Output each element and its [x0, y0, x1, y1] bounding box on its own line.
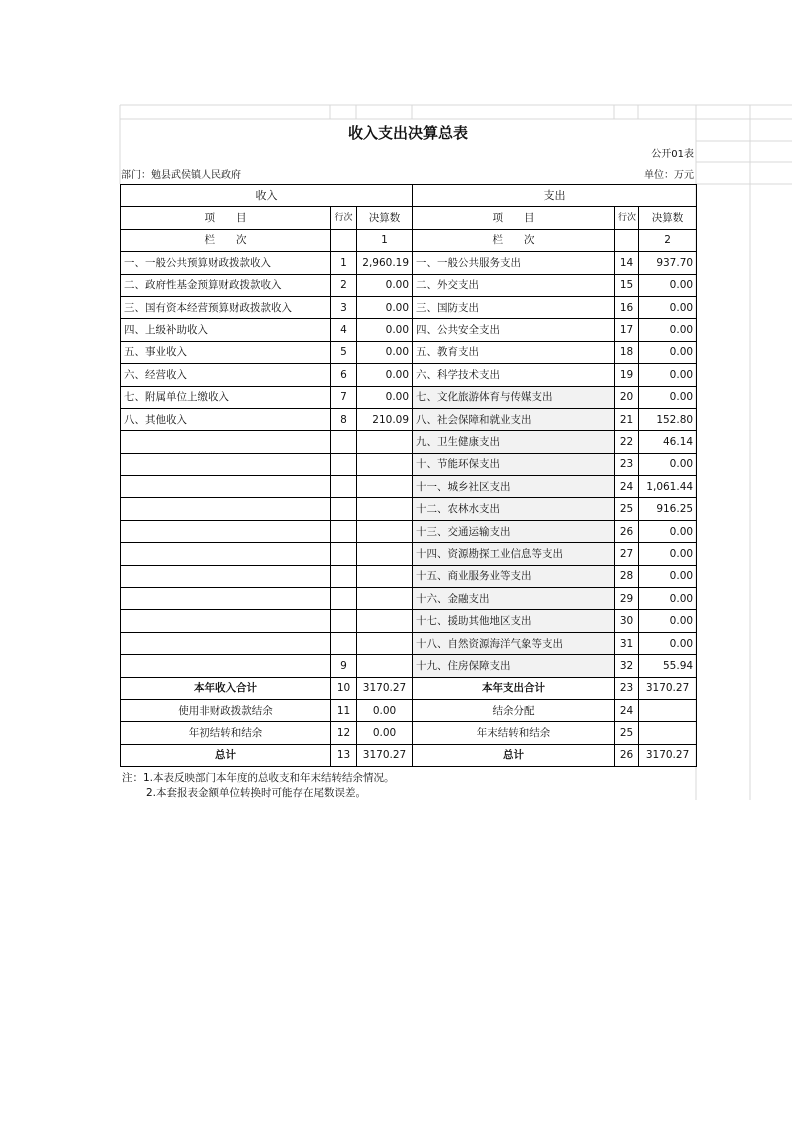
income-expense-table	[120, 184, 697, 767]
expense-amount-cell: 55.94	[639, 655, 697, 677]
income-row-no-header: 行次	[331, 207, 357, 229]
expense-item-cell: 十五、商业服务业等支出	[413, 565, 615, 587]
expense-total-row-no: 26	[615, 744, 639, 766]
income-row-no-cell: 2	[331, 274, 357, 296]
income-row-no-cell: 3	[331, 296, 357, 318]
income-amount-cell	[357, 498, 413, 520]
department-label: 部门：勉县武侯镇人民政府	[121, 170, 241, 181]
expense-total-amount: 3170.27	[639, 677, 697, 699]
income-row-no-cell	[331, 565, 357, 587]
income-item-cell: 三、国有资本经营预算财政拨款收入	[121, 296, 331, 318]
income-row-no-cell	[331, 610, 357, 632]
expense-amount-cell: 0.00	[639, 520, 697, 542]
total-row	[121, 677, 697, 699]
expense-row-no-cell: 29	[615, 588, 639, 610]
income-amount-cell: 0.00	[357, 274, 413, 296]
expense-item-cell: 一、一般公共服务支出	[413, 252, 615, 274]
expense-amount-cell: 1,061.44	[639, 476, 697, 498]
income-item-cell	[121, 453, 331, 475]
expense-amount-cell: 0.00	[639, 565, 697, 587]
total-row	[121, 699, 697, 721]
table-row	[121, 610, 697, 632]
form-code: 公开01表	[651, 149, 694, 160]
expense-item-header: 项 目	[413, 207, 615, 229]
expense-item-cell: 十八、自然资源海洋气象等支出	[413, 632, 615, 654]
expense-row-no-cell: 19	[615, 364, 639, 386]
expense-row-no-cell: 25	[615, 498, 639, 520]
income-item-cell: 七、附属单位上缴收入	[121, 386, 331, 408]
income-row-no-cell	[331, 431, 357, 453]
expense-row-no-cell: 20	[615, 386, 639, 408]
income-total-amount: 3170.27	[357, 677, 413, 699]
expense-total-row-no: 25	[615, 722, 639, 744]
expense-amount-cell: 0.00	[639, 588, 697, 610]
expense-item-cell: 十、节能环保支出	[413, 453, 615, 475]
expense-item-cell: 五、教育支出	[413, 341, 615, 363]
expense-total-amount	[639, 722, 697, 744]
income-amount-cell: 0.00	[357, 341, 413, 363]
table-row	[121, 543, 697, 565]
income-item-cell: 一、一般公共预算财政拨款收入	[121, 252, 331, 274]
expense-amount-cell: 937.70	[639, 252, 697, 274]
expense-amount-header: 决算数	[639, 207, 697, 229]
expense-item-cell: 十一、城乡社区支出	[413, 476, 615, 498]
income-item-cell	[121, 588, 331, 610]
table-notes	[122, 771, 395, 801]
table-row	[121, 565, 697, 587]
income-row-no-cell	[331, 588, 357, 610]
income-item-cell	[121, 610, 331, 632]
income-row-no-cell	[331, 453, 357, 475]
income-item-header: 项 目	[121, 207, 331, 229]
table-row	[121, 632, 697, 654]
total-row	[121, 722, 697, 744]
expense-row-no-cell: 24	[615, 476, 639, 498]
income-item-cell	[121, 632, 331, 654]
expense-total-label: 总计	[413, 744, 615, 766]
expense-amount-cell: 0.00	[639, 543, 697, 565]
expense-item-cell: 十四、资源勘探工业信息等支出	[413, 543, 615, 565]
income-amount-cell	[357, 565, 413, 587]
expense-row-no-cell: 26	[615, 520, 639, 542]
income-item-cell: 四、上级补助收入	[121, 319, 331, 341]
table-row	[121, 588, 697, 610]
income-amount-cell	[357, 476, 413, 498]
income-amount-header: 决算数	[357, 207, 413, 229]
expense-item-cell: 十七、援助其他地区支出	[413, 610, 615, 632]
income-item-cell: 二、政府性基金预算财政拨款收入	[121, 274, 331, 296]
expense-amount-cell: 0.00	[639, 319, 697, 341]
expense-column-label: 栏 次	[413, 229, 615, 251]
expense-row-no-cell: 32	[615, 655, 639, 677]
total-row	[121, 744, 697, 766]
table-row	[121, 364, 697, 386]
expense-amount-cell: 0.00	[639, 632, 697, 654]
income-row-no-cell	[331, 498, 357, 520]
table-row	[121, 296, 697, 318]
expense-item-cell: 四、公共安全支出	[413, 319, 615, 341]
table-row	[121, 431, 697, 453]
income-row-no-cell: 1	[331, 252, 357, 274]
income-row-no-cell: 7	[331, 386, 357, 408]
expense-row-no-cell: 23	[615, 453, 639, 475]
expense-amount-cell: 0.00	[639, 386, 697, 408]
income-total-amount: 0.00	[357, 699, 413, 721]
income-amount-cell	[357, 431, 413, 453]
income-row-no-cell: 4	[331, 319, 357, 341]
expense-total-label: 年末结转和结余	[413, 722, 615, 744]
income-amount-cell: 0.00	[357, 319, 413, 341]
table-row	[121, 252, 697, 274]
income-item-cell	[121, 655, 331, 677]
income-amount-cell	[357, 543, 413, 565]
expense-column-blank	[615, 229, 639, 251]
income-item-cell: 八、其他收入	[121, 408, 331, 430]
expense-total-label: 本年支出合计	[413, 677, 615, 699]
income-section-header: 收入	[121, 185, 413, 207]
income-item-cell: 六、经营收入	[121, 364, 331, 386]
income-amount-cell: 2,960.19	[357, 252, 413, 274]
income-item-cell	[121, 431, 331, 453]
expense-amount-cell: 0.00	[639, 341, 697, 363]
expense-row-no-cell: 16	[615, 296, 639, 318]
income-total-row-no: 11	[331, 699, 357, 721]
income-row-no-cell: 8	[331, 408, 357, 430]
expense-row-no-header: 行次	[615, 207, 639, 229]
expense-item-cell: 七、文化旅游体育与传媒支出	[413, 386, 615, 408]
expense-amount-cell: 0.00	[639, 610, 697, 632]
income-total-row-no: 10	[331, 677, 357, 699]
expense-row-no-cell: 31	[615, 632, 639, 654]
expense-total-label: 结余分配	[413, 699, 615, 721]
expense-item-cell: 二、外交支出	[413, 274, 615, 296]
expense-total-amount	[639, 699, 697, 721]
income-row-no-cell: 9	[331, 655, 357, 677]
income-column-number: 1	[357, 229, 413, 251]
income-item-cell	[121, 476, 331, 498]
income-total-label: 总计	[121, 744, 331, 766]
table-row	[121, 453, 697, 475]
income-row-no-cell	[331, 632, 357, 654]
expense-item-cell: 八、社会保障和就业支出	[413, 408, 615, 430]
expense-amount-cell: 916.25	[639, 498, 697, 520]
income-row-no-cell	[331, 520, 357, 542]
table-row	[121, 655, 697, 677]
expense-total-row-no: 23	[615, 677, 639, 699]
expense-item-cell: 十六、金融支出	[413, 588, 615, 610]
expense-row-no-cell: 18	[615, 341, 639, 363]
income-total-label: 年初结转和结余	[121, 722, 331, 744]
income-amount-cell: 0.00	[357, 296, 413, 318]
note-line: 2.本套报表金额单位转换时可能存在尾数误差。	[146, 787, 367, 799]
income-total-label: 本年收入合计	[121, 677, 331, 699]
income-total-amount: 3170.27	[357, 744, 413, 766]
expense-item-cell: 三、国防支出	[413, 296, 615, 318]
expense-row-no-cell: 22	[615, 431, 639, 453]
income-total-amount: 0.00	[357, 722, 413, 744]
income-amount-cell	[357, 632, 413, 654]
income-total-row-no: 13	[331, 744, 357, 766]
expense-row-no-cell: 21	[615, 408, 639, 430]
table-row	[121, 319, 697, 341]
expense-item-cell: 十九、住房保障支出	[413, 655, 615, 677]
income-amount-cell: 0.00	[357, 386, 413, 408]
expense-total-amount: 3170.27	[639, 744, 697, 766]
expense-item-cell: 十二、农林水支出	[413, 498, 615, 520]
income-item-cell	[121, 565, 331, 587]
income-total-row-no: 12	[331, 722, 357, 744]
expense-amount-cell: 0.00	[639, 274, 697, 296]
table-row	[121, 498, 697, 520]
expense-item-cell: 六、科学技术支出	[413, 364, 615, 386]
page-title: 收入支出决算总表	[347, 124, 468, 142]
income-row-no-cell: 5	[331, 341, 357, 363]
table-row	[121, 386, 697, 408]
expense-item-cell: 九、卫生健康支出	[413, 431, 615, 453]
expense-amount-cell: 0.00	[639, 364, 697, 386]
income-amount-cell	[357, 588, 413, 610]
expense-row-no-cell: 27	[615, 543, 639, 565]
expense-row-no-cell: 30	[615, 610, 639, 632]
income-item-cell	[121, 498, 331, 520]
income-amount-cell: 210.09	[357, 408, 413, 430]
income-amount-cell	[357, 610, 413, 632]
income-amount-cell	[357, 453, 413, 475]
expense-amount-cell: 152.80	[639, 408, 697, 430]
income-amount-cell: 0.00	[357, 364, 413, 386]
expense-amount-cell: 0.00	[639, 296, 697, 318]
unit-label: 单位：万元	[644, 170, 694, 181]
expense-amount-cell: 0.00	[639, 453, 697, 475]
expense-row-no-cell: 15	[615, 274, 639, 296]
expense-row-no-cell: 17	[615, 319, 639, 341]
expense-row-no-cell: 14	[615, 252, 639, 274]
income-column-blank	[331, 229, 357, 251]
income-row-no-cell	[331, 476, 357, 498]
table-row	[121, 341, 697, 363]
table-row	[121, 476, 697, 498]
expense-row-no-cell: 28	[615, 565, 639, 587]
expense-amount-cell: 46.14	[639, 431, 697, 453]
income-item-cell	[121, 520, 331, 542]
income-amount-cell	[357, 655, 413, 677]
table-row	[121, 520, 697, 542]
expense-total-row-no: 24	[615, 699, 639, 721]
note-line: 注：1.本表反映部门本年度的总收支和年末结转结余情况。	[122, 772, 395, 784]
income-row-no-cell	[331, 543, 357, 565]
income-total-label: 使用非财政拨款结余	[121, 699, 331, 721]
income-row-no-cell: 6	[331, 364, 357, 386]
expense-column-number: 2	[639, 229, 697, 251]
expense-item-cell: 十三、交通运输支出	[413, 520, 615, 542]
income-item-cell	[121, 543, 331, 565]
expense-section-header: 支出	[413, 185, 697, 207]
income-item-cell: 五、事业收入	[121, 341, 331, 363]
income-amount-cell	[357, 520, 413, 542]
income-column-label: 栏 次	[121, 229, 331, 251]
table-row	[121, 274, 697, 296]
table-row	[121, 408, 697, 430]
